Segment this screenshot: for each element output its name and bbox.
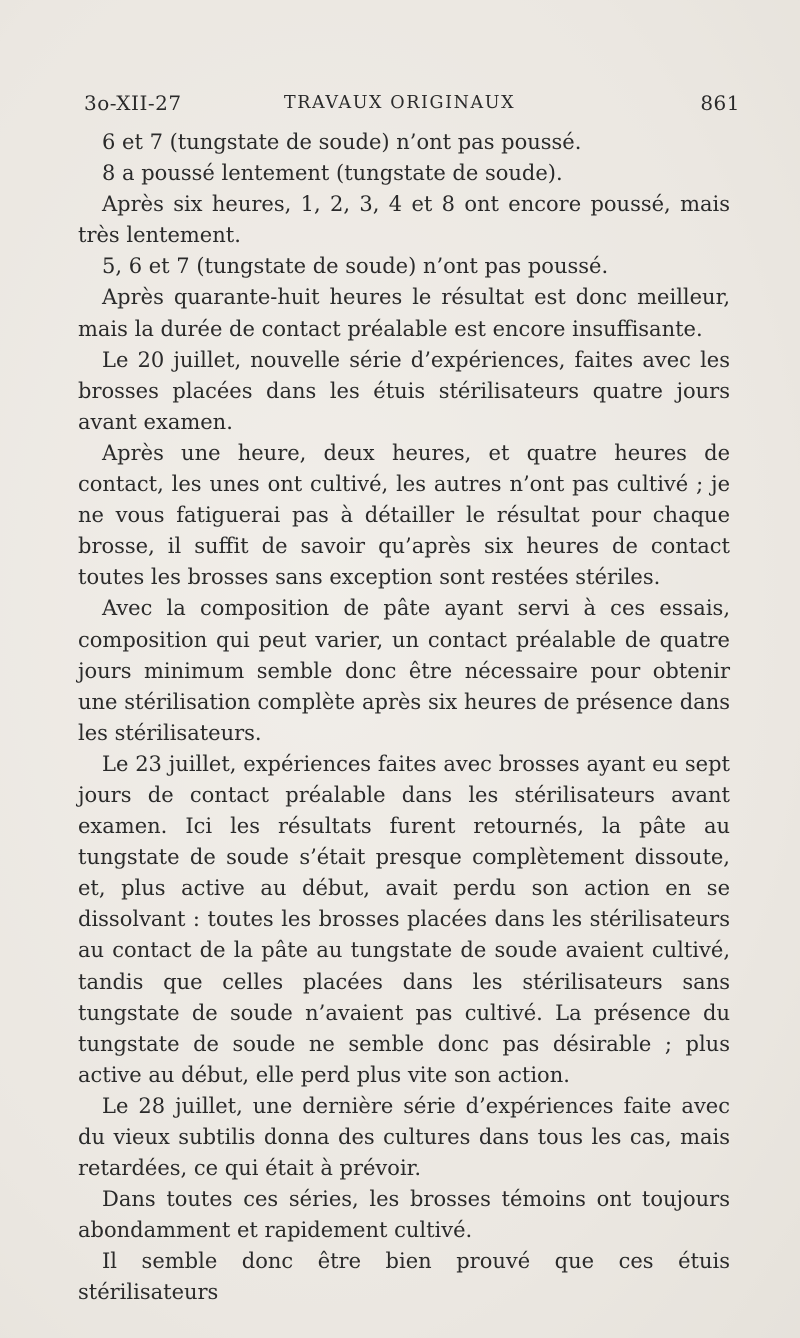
- paragraph: 6 et 7 (tungstate de soude) n’ont pas poussé.: [102, 130, 582, 154]
- paragraph: Après quarante-huit heures le résultat est donc meilleur, mais la durée de contact préalable est encore insuffisante.: [78, 285, 730, 341]
- paragraph: Avec la composition de pâte ayant servi à ces essais, composition qui peut varier, un contact préalable de quatre jours minimum semble donc être nécessaire pour obtenir une stérilisation complète après six heures de présence dans les stérilisateurs.: [78, 596, 730, 745]
- header-date: 3o-XII-27: [84, 91, 182, 115]
- header-section-title: TRAVAUX ORIGINAUX: [284, 93, 516, 113]
- page-number: 861: [700, 91, 740, 115]
- paragraph: Le 23 juillet, expériences faites avec brosses ayant eu sept jours de contact préalable dans les stérilisateurs avant examen. Ici les résultats furent retournés, la pâte au tungstate de soude s’était presque complètement dissoute, et, plus active au début, avait perdu son action en se dissolvant : toutes les brosses placées dans les stérilisateurs au contact de la pâte au tungstate de soude avaient cultivé, tandis que celles placées dans les stérilisateurs sans tungstate de soude n’avaient pas cultivé. La présence du tungstate de soude ne semble donc pas désirable ; plus active au début, elle perd plus vite son action.: [78, 751, 730, 1087]
- paragraph: 8 a poussé lentement (tungstate de soude).: [102, 161, 563, 186]
- paragraph: Après une heure, deux heures, et quatre heures de contact, les unes ont cultivé, les autres n’ont pas cultivé ; je ne vous fatiguerai pas à détailler le résultat pour chaque brosse, il suffit de savoir qu’après six heures de contact toutes les brosses sans exception sont restées stériles.: [78, 440, 730, 590]
- page-body: [78, 127, 730, 1309]
- paragraph: Après six heures, 1, 2, 3, 4 et 8 ont encore poussé, mais très lentement.: [78, 192, 730, 248]
- paragraph: Dans toutes ces séries, les brosses témoins ont toujours abondamment et rapidement cultivé.: [78, 1187, 730, 1243]
- paragraph: 5, 6 et 7 (tungstate de soude) n’ont pas poussé.: [102, 254, 609, 279]
- paragraph: Il semble donc être bien prouvé que ces étuis stérilisateurs: [78, 1249, 730, 1305]
- running-header: [84, 91, 740, 121]
- paragraph: Le 28 juillet, une dernière série d’expériences faite avec du vieux subtilis donna des cultures dans tous les cas, mais retardées, ce qui était à prévoir.: [78, 1093, 730, 1181]
- paragraph: Le 20 juillet, nouvelle série d’expériences, faites avec les brosses placées dans les étuis stérilisateurs quatre jours avant examen.: [78, 347, 730, 434]
